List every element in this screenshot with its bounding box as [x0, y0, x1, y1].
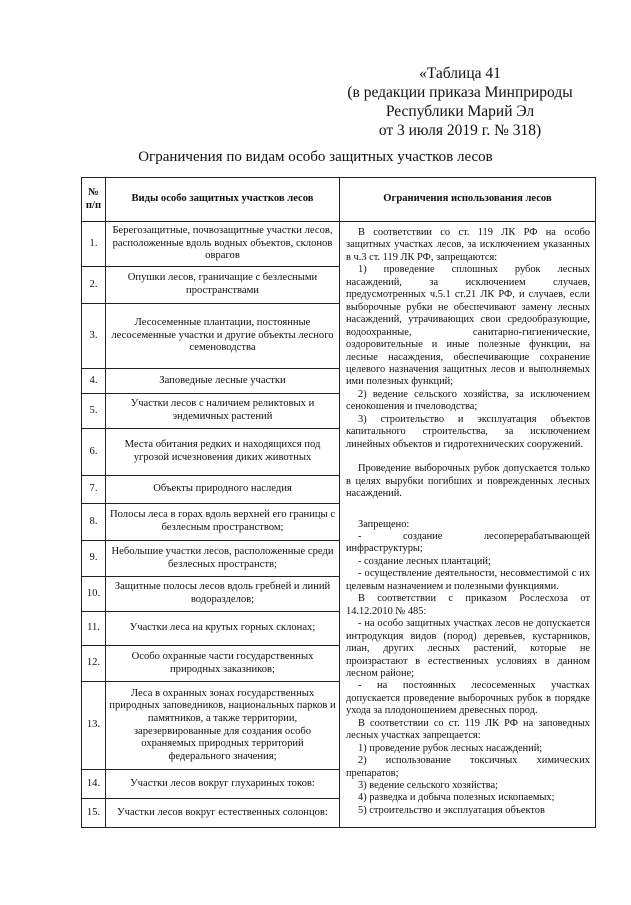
row-num: 7.: [82, 476, 106, 504]
restriction-para: Проведение выборочных рубок допускается только в целях вырубки погибших и поврежденных лесных насаждений.: [346, 463, 590, 500]
restriction-para: 2) использование токсичных химических препаратов;: [346, 755, 590, 779]
row-type: Участки лесов с наличием реликтовых и эндемичных растений: [106, 394, 340, 429]
restriction-para: - осуществление деятельности, несовместимой с их целевым назначением и полезными функциями.: [346, 568, 590, 592]
restriction-para: В соответствии с приказом Рослесхоза от 14.12.2010 № 485:: [346, 593, 590, 617]
caption-line-1: «Таблица 41: [419, 65, 501, 82]
row-type: Особо охранные части государственных природных заказников;: [106, 646, 340, 682]
row-num: 5.: [82, 394, 106, 429]
row-type: Полосы леса в горах вдоль верхней его границы с безлесным пространством;: [106, 504, 340, 541]
row-type: Лесосеменные плантации, постоянные лесосеменные участки и другие объекты лесного семеноводства: [106, 304, 340, 369]
row-num: 8.: [82, 504, 106, 541]
row-type: Места обитания редких и находящихся под угрозой исчезновения диких животных: [106, 429, 340, 476]
restriction-para: 5) строительство и эксплуатация объектов: [358, 804, 545, 816]
row-num: 13.: [82, 682, 106, 770]
table-header-row: [82, 178, 596, 222]
header-restrictions: Ограничения использования лесов: [340, 178, 596, 222]
restriction-para: 4) разведка и добыча полезных ископаемых;: [358, 792, 555, 804]
restrictions-cell: [340, 222, 596, 828]
caption-line-4: от 3 июля 2019 г. № 318): [378, 122, 542, 139]
restriction-para: - на постоянных лесосеменных участках допускается проведение выборочных рубок в порядке ухода за плодоношением древесных пород.: [346, 680, 590, 717]
row-type: Участки лесов вокруг естественных солонцов:: [106, 799, 340, 828]
row-num: 3.: [82, 304, 106, 369]
header-num: № п/п: [82, 178, 106, 222]
row-num: 9.: [82, 541, 106, 577]
restriction-para: 1) проведение рубок лесных насаждений;: [358, 742, 543, 754]
row-num: 11.: [82, 612, 106, 646]
caption-line-2: (в редакции приказа Минприроды: [347, 84, 573, 101]
row-type: Небольшие участки лесов, расположенные среди безлесных пространств;: [106, 541, 340, 577]
page-title: Ограничения по видам особо защитных участков лесов: [138, 149, 493, 165]
row-num: 6.: [82, 429, 106, 476]
row-num: 14.: [82, 770, 106, 799]
row-type: Берегозащитные, почвозащитные участки лесов, расположенные вдоль водных объектов, склонов оврагов: [106, 222, 340, 267]
row-type: Защитные полосы лесов вдоль гребней и линий водоразделов;: [106, 577, 340, 612]
restriction-para: В соответствии со ст. 119 ЛК РФ на заповедных лесных участках запрещается:: [346, 717, 590, 742]
table-row: [82, 222, 596, 267]
table-caption: [330, 64, 590, 140]
restriction-para: Запрещено:: [358, 518, 410, 530]
row-num: 10.: [82, 577, 106, 612]
row-num: 15.: [82, 799, 106, 828]
row-type: Участки леса на крутых горных склонах;: [106, 612, 340, 646]
row-type: Леса в охранных зонах государственных природных заповедников, национальных парков и памятников, а также территории, зарезервированные для создания особо охраняемых природных территорий федерального значения;: [106, 682, 340, 770]
restriction-para: - создание лесных плантаций;: [358, 555, 491, 567]
row-type: Участки лесов вокруг глухариных токов:: [106, 770, 340, 799]
restrictions-table: [81, 177, 596, 828]
restriction-para: 1) проведение сплошных рубок лесных насаждений, за исключением случаев, предусмотренных ч.5.1 ст.21 ЛК РФ, и случаев, если выборочные рубки не обеспечивают замену лесных насаждений, утрачивающих свои средообразующие, водоохранные, санитарно-гигиенические, оздоровительные и иные полезные функции, на лесные насаждения, обеспечивающие сохранение целевого назначения защитных лесов и выполняемых ими полезных функций;: [346, 264, 590, 388]
row-type: Объекты природного наследия: [106, 476, 340, 504]
caption-line-3: Республики Марий Эл: [385, 103, 535, 120]
restriction-para: 3) ведение сельского хозяйства;: [358, 780, 499, 792]
restriction-para: - на особо защитных участках лесов не допускается интродукция видов (пород) деревьев, кустарников, лиан, других лесных растений, которые не произрастают в естественных условиях в данном лесном районе;: [346, 618, 590, 679]
restriction-para: В соответствии со ст. 119 ЛК РФ на особо защитных участках лесов, за исключением указанных в ч.3 ст. 119 ЛК РФ, запрещаются:: [346, 227, 590, 263]
restriction-para: - создание лесоперерабатывающей инфраструктуры;: [346, 530, 590, 555]
restriction-para: 3) строительство и эксплуатация объектов капитального строительства, за исключением линейных объектов и гидротехнических сооружений.: [346, 413, 590, 450]
restriction-para: 2) ведение сельского хозяйства, за исключением сенокошения и пчеловодства;: [346, 388, 590, 413]
row-num: 2.: [82, 267, 106, 304]
row-num: 4.: [82, 369, 106, 394]
row-num: 12.: [82, 646, 106, 682]
row-type: Заповедные лесные участки: [106, 369, 340, 394]
row-num: 1.: [82, 222, 106, 267]
row-type: Опушки лесов, граничащие с безлесными пространствами: [106, 267, 340, 304]
header-type: Виды особо защитных участков лесов: [106, 178, 340, 222]
